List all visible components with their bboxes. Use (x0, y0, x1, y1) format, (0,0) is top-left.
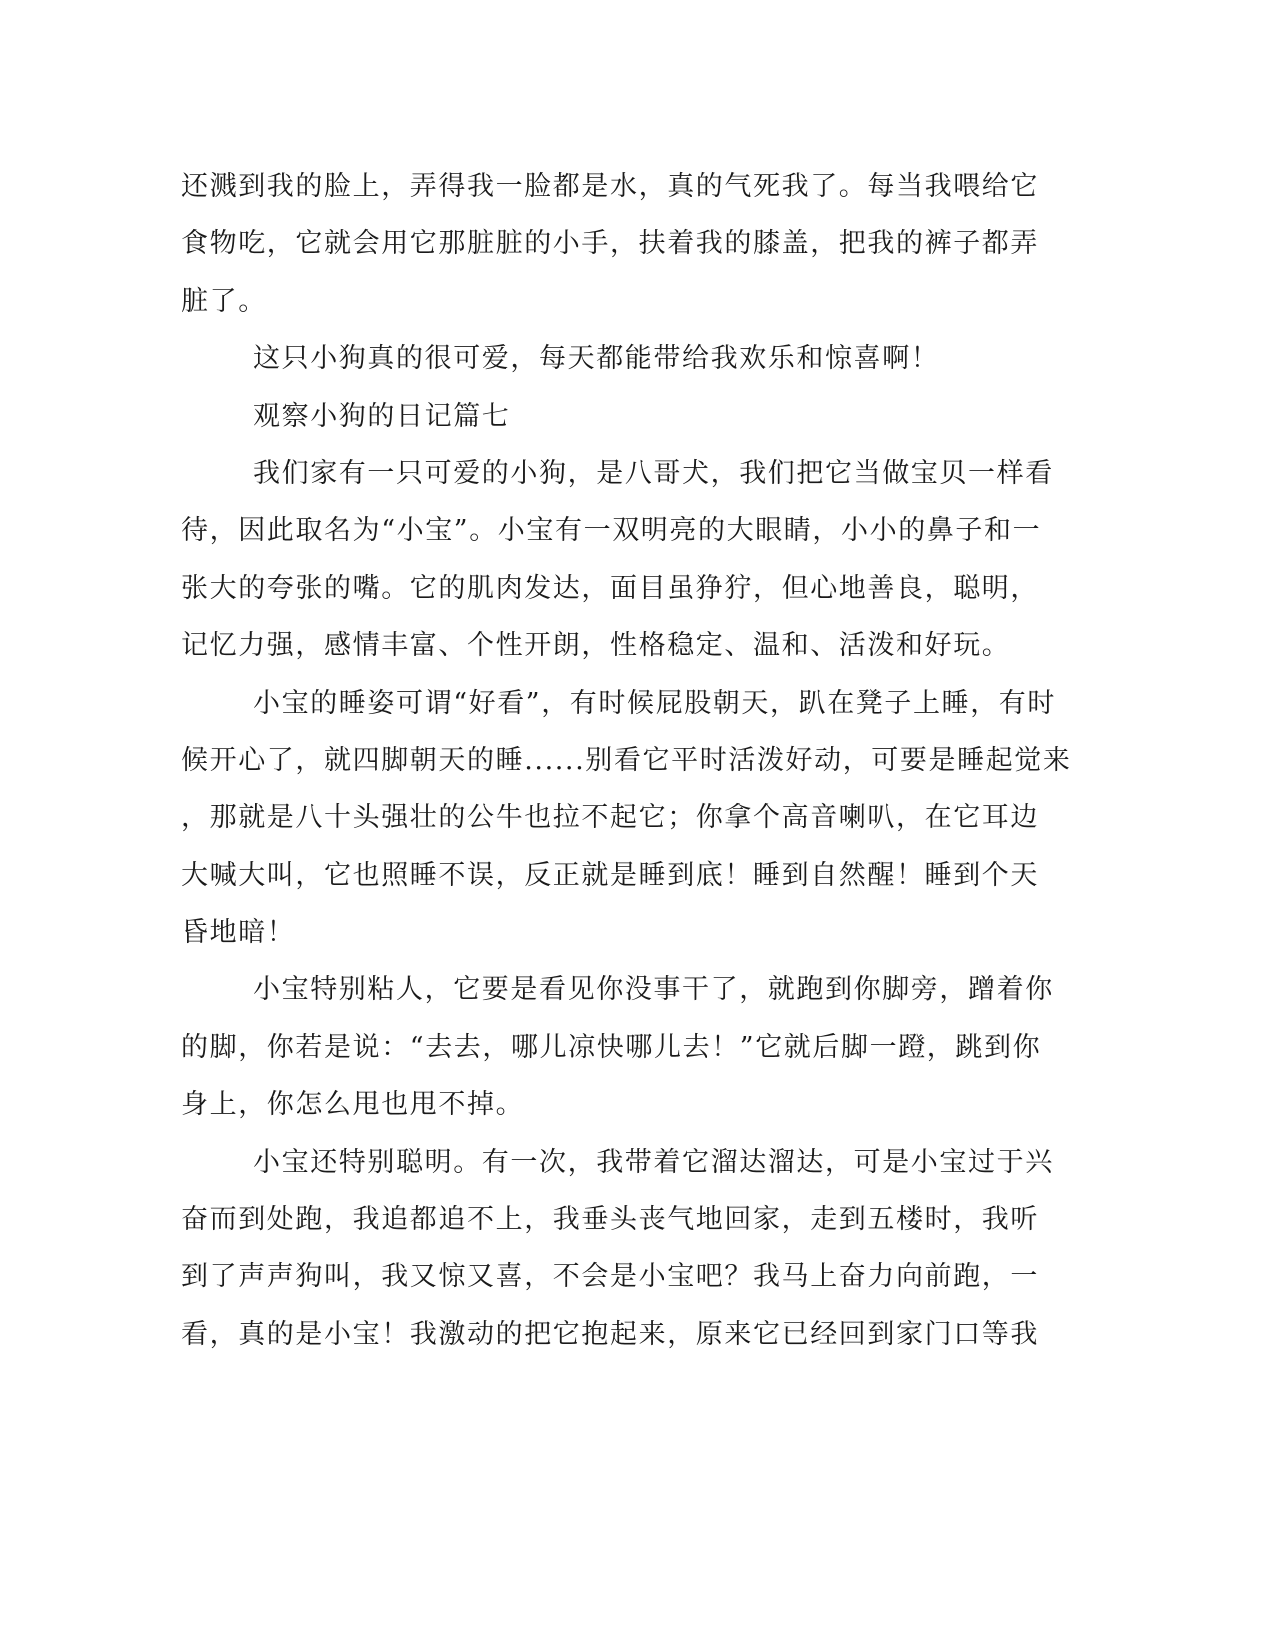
text-line: 小宝的睡姿可谓“好看”，有时候屁股朝天，趴在凳子上睡，有时 (253, 687, 1057, 719)
text-line: 还溅到我的脸上，弄得我一脸都是水，真的气死我了。每当我喂给它 (181, 171, 1039, 202)
text-line: 待，因此取名为“小宝”。小宝有一双明亮的大眼睛，小小的鼻子和一 (181, 515, 1042, 547)
text-line: 小宝特别粘人，它要是看见你没事干了，就跑到你脚旁，蹭着你 (253, 974, 1054, 1006)
text-line: 昏地暗！ (181, 917, 296, 949)
text-line: 食物吃，它就会用它那脏脏的小手，扶着我的膝盖，把我的裤子都弄 (181, 228, 1039, 260)
text-line: 脏了。 (181, 285, 267, 317)
text-line: 身上，你怎么甩也甩不掉。 (181, 1089, 525, 1121)
text-line: 到了声声狗叫，我又惊又喜，不会是小宝吧？我马上奋力向前跑，一 (181, 1261, 1039, 1293)
text-line: 候开心了，就四脚朝天的睡......别看它平时活泼好动，可要是睡起觉来 (181, 744, 1072, 776)
text-line: 奋而到处跑，我追都追不上，我垂头丧气地回家，走到五楼时，我听 (181, 1204, 1039, 1236)
text-line: 记忆力强，感情丰富、个性开朗，性格稳定、温和、活泼和好玩。 (181, 630, 1011, 662)
text-line: 大喊大叫，它也照睡不误，反正就是睡到底！睡到自然醒！睡到个天 (181, 859, 1039, 891)
section-heading: 观察小狗的日记篇七 (253, 400, 511, 432)
text-line: ，那就是八十头强壮的公牛也拉不起它；你拿个高音喇叭，在它耳边 (181, 802, 1039, 834)
text-line: 看，真的是小宝！我激动的把它抱起来，原来它已经回到家门口等我 (181, 1318, 1039, 1350)
body-text (181, 158, 1072, 1363)
text-line: 的脚，你若是说：“去去，哪儿凉快哪儿去！”它就后脚一蹬，跳到你 (181, 1031, 1042, 1063)
text-line: 这只小狗真的很可爱，每天都能带给我欢乐和惊喜啊！ (253, 343, 940, 375)
text-line: 小宝还特别聪明。有一次，我带着它溜达溜达，可是小宝过于兴 (253, 1146, 1054, 1178)
text-line: 张大的夸张的嘴。它的肌肉发达，面目虽狰狞，但心地善良，聪明， (181, 572, 1039, 604)
text-line: 我们家有一只可爱的小狗，是八哥犬，我们把它当做宝贝一样看 (253, 457, 1054, 489)
